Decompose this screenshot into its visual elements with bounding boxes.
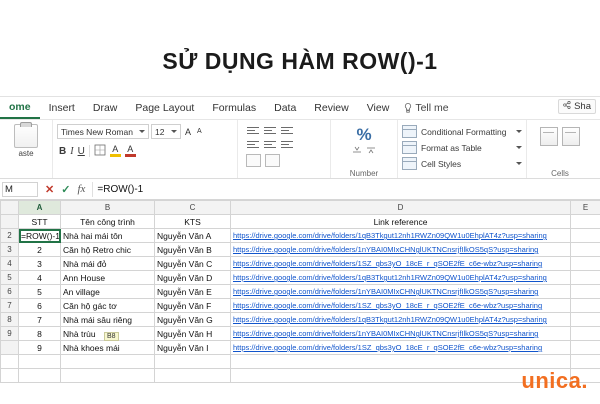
cell-name[interactable]: Căn hộ Retro chic — [61, 243, 155, 257]
table-row — [1, 243, 600, 257]
font-name-value: Times New Roman — [61, 127, 133, 137]
formula-bar-buttons — [38, 183, 92, 196]
align-left-icon[interactable] — [246, 139, 260, 150]
cell-empty[interactable] — [571, 341, 600, 355]
cell-kts[interactable]: Nguyễn Văn A — [155, 229, 231, 243]
excel-window — [0, 96, 600, 401]
cell-empty[interactable] — [571, 355, 600, 369]
cell-empty[interactable] — [571, 243, 600, 257]
ribbon-group-alignment — [238, 120, 331, 178]
enter-icon[interactable]: ✓ — [61, 183, 70, 196]
wrap-text-icon[interactable] — [246, 154, 261, 167]
merge-cells-icon[interactable] — [265, 154, 280, 167]
cell-kts[interactable]: Nguyễn Văn F — [155, 299, 231, 313]
share-label: Sha — [574, 101, 591, 112]
cell-name[interactable]: An village — [61, 285, 155, 299]
unica-logo — [521, 368, 588, 394]
cell-link[interactable]: https://drive.google.com/drive/folders/1nYBAI0MIxCHNglUKTNCnsrjfIlkOS5qS?usp=sharing — [231, 243, 571, 257]
insert-cells-icon[interactable] — [540, 127, 558, 146]
fill-color-bar — [110, 154, 121, 157]
ribbon-home — [0, 120, 600, 179]
title-banner — [0, 0, 600, 96]
cell-stt[interactable]: 4 — [19, 271, 61, 285]
tell-me-label: Tell me — [415, 102, 448, 114]
percent-style-button[interactable]: % — [335, 125, 393, 145]
table-row — [1, 285, 600, 299]
table-row — [1, 229, 600, 243]
align-center-icon[interactable] — [263, 139, 277, 150]
cell-stt[interactable]: 3 — [19, 257, 61, 271]
name-box-value: M — [5, 184, 13, 195]
grow-font-button[interactable]: A — [183, 127, 193, 137]
spreadsheet-grid — [0, 200, 600, 404]
chevron-down-icon — [516, 130, 522, 133]
chevron-down-icon — [139, 130, 145, 133]
cell-empty[interactable] — [571, 299, 600, 313]
underline-button[interactable]: U — [78, 146, 85, 157]
align-right-icon[interactable] — [280, 139, 294, 150]
unica-logo-text: unica — [521, 368, 581, 393]
insert-function-icon[interactable]: fx — [77, 183, 85, 195]
row-header[interactable] — [1, 355, 19, 369]
table-row — [1, 257, 600, 271]
font-color-button[interactable] — [125, 145, 136, 157]
cell-stt[interactable]: 5 — [19, 285, 61, 299]
name-box[interactable] — [2, 182, 38, 197]
row-header[interactable] — [1, 215, 19, 229]
font-color-letter: A — [127, 144, 133, 154]
font-size-combo[interactable] — [151, 124, 181, 139]
ribbon-group-cells — [527, 120, 593, 178]
formula-value: =ROW()-1 — [97, 184, 143, 195]
cell-empty[interactable] — [571, 215, 600, 229]
cell-empty[interactable] — [571, 229, 600, 243]
cell-link[interactable]: https://drive.google.com/drive/folders/1qB3Tkgut12nh1RWZn09QW1u0EhplAT4z?usp=sharing — [231, 229, 571, 243]
font-controls-row — [57, 124, 233, 139]
tab-draw[interactable]: Draw — [84, 99, 127, 118]
chevron-down-icon — [171, 130, 177, 133]
format-as-table-label: Format as Table — [421, 143, 482, 153]
cell-link[interactable]: https://drive.google.com/drive/folders/1qB3Tkgut12nh1RWZn09QW1u0EhplAT4z?usp=sharing — [231, 313, 571, 327]
cell-kts[interactable]: Nguyễn Văn C — [155, 257, 231, 271]
cell-empty[interactable] — [571, 271, 600, 285]
number-format-buttons — [335, 146, 393, 156]
cell-empty[interactable] — [231, 355, 571, 369]
tab-home[interactable]: ome — [0, 98, 40, 119]
cell-name[interactable]: Căn hộ gác tơ — [61, 299, 155, 313]
chevron-down-icon — [516, 162, 522, 165]
cell-empty[interactable] — [571, 285, 600, 299]
cell-empty[interactable] — [61, 369, 155, 383]
shrink-font-button[interactable]: A — [195, 128, 204, 135]
align-top-icon[interactable] — [246, 125, 260, 136]
cell-link[interactable]: https://drive.google.com/drive/folders/1nYBAI0MIxCHNglUKTNCnsrjfIlkOS5qS?usp=sharing — [231, 285, 571, 299]
cells-group-label: Cells — [527, 169, 593, 178]
row-header[interactable]: 2 — [1, 229, 19, 243]
table-row — [1, 299, 600, 313]
conditional-formatting-label: Conditional Formatting — [421, 127, 507, 137]
conditional-formatting-icon — [402, 125, 417, 138]
row-header[interactable]: 5 — [1, 271, 19, 285]
cell-header-name[interactable]: Tên công trình — [61, 215, 155, 229]
cell-kts[interactable]: Nguyễn Văn G — [155, 313, 231, 327]
row-header[interactable]: 9 — [1, 327, 19, 341]
table-row — [1, 327, 600, 341]
tab-data[interactable]: Data — [265, 99, 305, 118]
cell-stt[interactable]: 8 — [19, 327, 61, 341]
lightbulb-icon — [404, 103, 412, 113]
cell-name[interactable]: Nhà mái đỏ — [61, 257, 155, 271]
font-style-row — [57, 144, 233, 158]
increase-decimal-icon[interactable] — [352, 146, 362, 156]
fill-color-button[interactable] — [110, 145, 121, 157]
cell-styles-icon — [402, 157, 417, 170]
conditional-formatting-button[interactable] — [402, 125, 522, 138]
cell-stt[interactable]: =ROW()-1 — [19, 229, 61, 243]
font-color-bar — [125, 154, 136, 157]
cell-link[interactable]: https://drive.google.com/drive/folders/1SZ_qbs3yO_18cE_r_qSOE2fE_c6e-wbz?usp=sharing — [231, 341, 571, 355]
row-header[interactable]: 6 — [1, 285, 19, 299]
cells-buttons — [531, 127, 589, 146]
fill-color-letter: A — [112, 144, 118, 154]
table-row — [1, 369, 600, 383]
cell-empty[interactable] — [19, 355, 61, 369]
bold-button[interactable]: B — [59, 146, 66, 157]
tab-insert[interactable]: Insert — [40, 99, 84, 118]
row-header[interactable]: 3 — [1, 243, 19, 257]
cell-header-link[interactable]: Link reference — [231, 215, 571, 229]
cell-name[interactable]: Nhà mái sâu riêng — [61, 313, 155, 327]
table-row — [1, 215, 600, 229]
cell-kts[interactable]: Nguyễn Văn I — [155, 341, 231, 355]
column-header-d[interactable]: D — [231, 201, 571, 215]
table-row — [1, 341, 600, 355]
row-header[interactable]: 7 — [1, 299, 19, 313]
alignment-buttons — [246, 125, 326, 150]
formula-input[interactable] — [92, 182, 600, 197]
cell-styles-label: Cell Styles — [421, 159, 461, 169]
cell-header-kts[interactable]: KTS — [155, 215, 231, 229]
column-header-row — [1, 201, 600, 215]
divider — [89, 145, 90, 157]
paste-button-label[interactable]: aste — [4, 149, 48, 158]
row-header[interactable] — [1, 341, 19, 355]
cell-empty[interactable] — [61, 355, 155, 369]
cell-empty[interactable] — [19, 369, 61, 383]
ribbon-group-number — [331, 120, 398, 178]
column-header-c[interactable]: C — [155, 201, 231, 215]
wrap-merge-row — [246, 154, 326, 167]
cell-empty[interactable] — [571, 257, 600, 271]
font-name-combo[interactable] — [57, 124, 149, 139]
formula-bar — [0, 179, 600, 200]
share-button[interactable] — [558, 99, 596, 114]
cell-stt[interactable]: 9 — [19, 341, 61, 355]
font-size-value: 12 — [155, 127, 164, 137]
tab-view[interactable]: View — [358, 99, 399, 118]
ribbon-group-font — [53, 120, 238, 178]
paste-icon[interactable] — [14, 124, 38, 148]
format-as-table-button[interactable] — [402, 141, 522, 154]
cancel-icon[interactable]: ✕ — [45, 183, 54, 196]
tab-formulas[interactable]: Formulas — [203, 99, 265, 118]
cell-header-stt[interactable]: STT — [19, 215, 61, 229]
chevron-down-icon — [516, 146, 522, 149]
cell-name[interactable]: Nhà hai mái tôn — [61, 229, 155, 243]
cell-name[interactable]: Nhà trùu — [61, 327, 155, 341]
cell-styles-button[interactable] — [402, 157, 522, 170]
number-group-label: Number — [331, 169, 397, 178]
unica-logo-dot: . — [581, 368, 588, 393]
tell-me-box[interactable] — [398, 102, 448, 114]
cell-empty[interactable] — [231, 369, 571, 383]
cell-name[interactable]: Ann House — [61, 271, 155, 285]
align-bottom-icon[interactable] — [280, 125, 294, 136]
cell-empty[interactable] — [155, 355, 231, 369]
cell-kts[interactable]: Nguyễn Văn E — [155, 285, 231, 299]
align-middle-icon[interactable] — [263, 125, 277, 136]
row-header[interactable] — [1, 369, 19, 383]
column-header-b[interactable]: B — [61, 201, 155, 215]
row-header[interactable]: 4 — [1, 257, 19, 271]
cell-stt[interactable]: 6 — [19, 299, 61, 313]
cell-link[interactable]: https://drive.google.com/drive/folders/1SZ_qbs3yO_18cE_r_qSOE2fE_c6e-wbz?usp=sharing — [231, 299, 571, 313]
delete-cells-icon[interactable] — [562, 127, 580, 146]
cell-link[interactable]: https://drive.google.com/drive/folders/1qB3Tkgut12nh1RWZn09QW1u0EhplAT4z?usp=sharing — [231, 271, 571, 285]
italic-button[interactable]: I — [70, 146, 73, 157]
tab-page-layout[interactable]: Page Layout — [126, 99, 203, 118]
share-icon — [563, 101, 571, 112]
cell-stt[interactable]: 2 — [19, 243, 61, 257]
cell-empty[interactable] — [155, 369, 231, 383]
ribbon-tab-strip — [0, 97, 600, 120]
tab-review[interactable]: Review — [305, 99, 357, 118]
cell-link[interactable]: https://drive.google.com/drive/folders/1nYBAI0MIxCHNglUKTNCnsrjfIlkOS5qS?usp=sharing — [231, 327, 571, 341]
ribbon-group-clipboard — [0, 120, 53, 178]
table-row — [1, 355, 600, 369]
sheet-table — [0, 200, 600, 383]
borders-icon[interactable] — [94, 144, 106, 158]
cell-link[interactable]: https://drive.google.com/drive/folders/1SZ_qbs3yO_18cE_r_qSOE2fE_c6e-wbz?usp=sharing — [231, 257, 571, 271]
decrease-decimal-icon[interactable] — [366, 146, 376, 156]
cell-kts[interactable]: Nguyễn Văn H — [155, 327, 231, 341]
cell-stt[interactable]: 7 — [19, 313, 61, 327]
cell-name[interactable]: Nhà khoes mái — [61, 341, 155, 355]
column-header-e[interactable]: E — [571, 201, 600, 215]
cell-empty[interactable] — [571, 327, 600, 341]
format-as-table-icon — [402, 141, 417, 154]
cell-kts[interactable]: Nguyễn Văn B — [155, 243, 231, 257]
ribbon-group-styles — [398, 120, 527, 178]
page-title: SỬ DỤNG HÀM ROW()-1 — [0, 48, 600, 75]
table-row — [1, 313, 600, 327]
row-header[interactable]: 8 — [1, 313, 19, 327]
corner-select-all[interactable] — [1, 201, 19, 215]
column-header-a[interactable]: A — [19, 201, 61, 215]
cell-kts[interactable]: Nguyễn Văn D — [155, 271, 231, 285]
cell-reference-tooltip: B8 — [104, 332, 119, 341]
table-row — [1, 271, 600, 285]
cell-empty[interactable] — [571, 313, 600, 327]
